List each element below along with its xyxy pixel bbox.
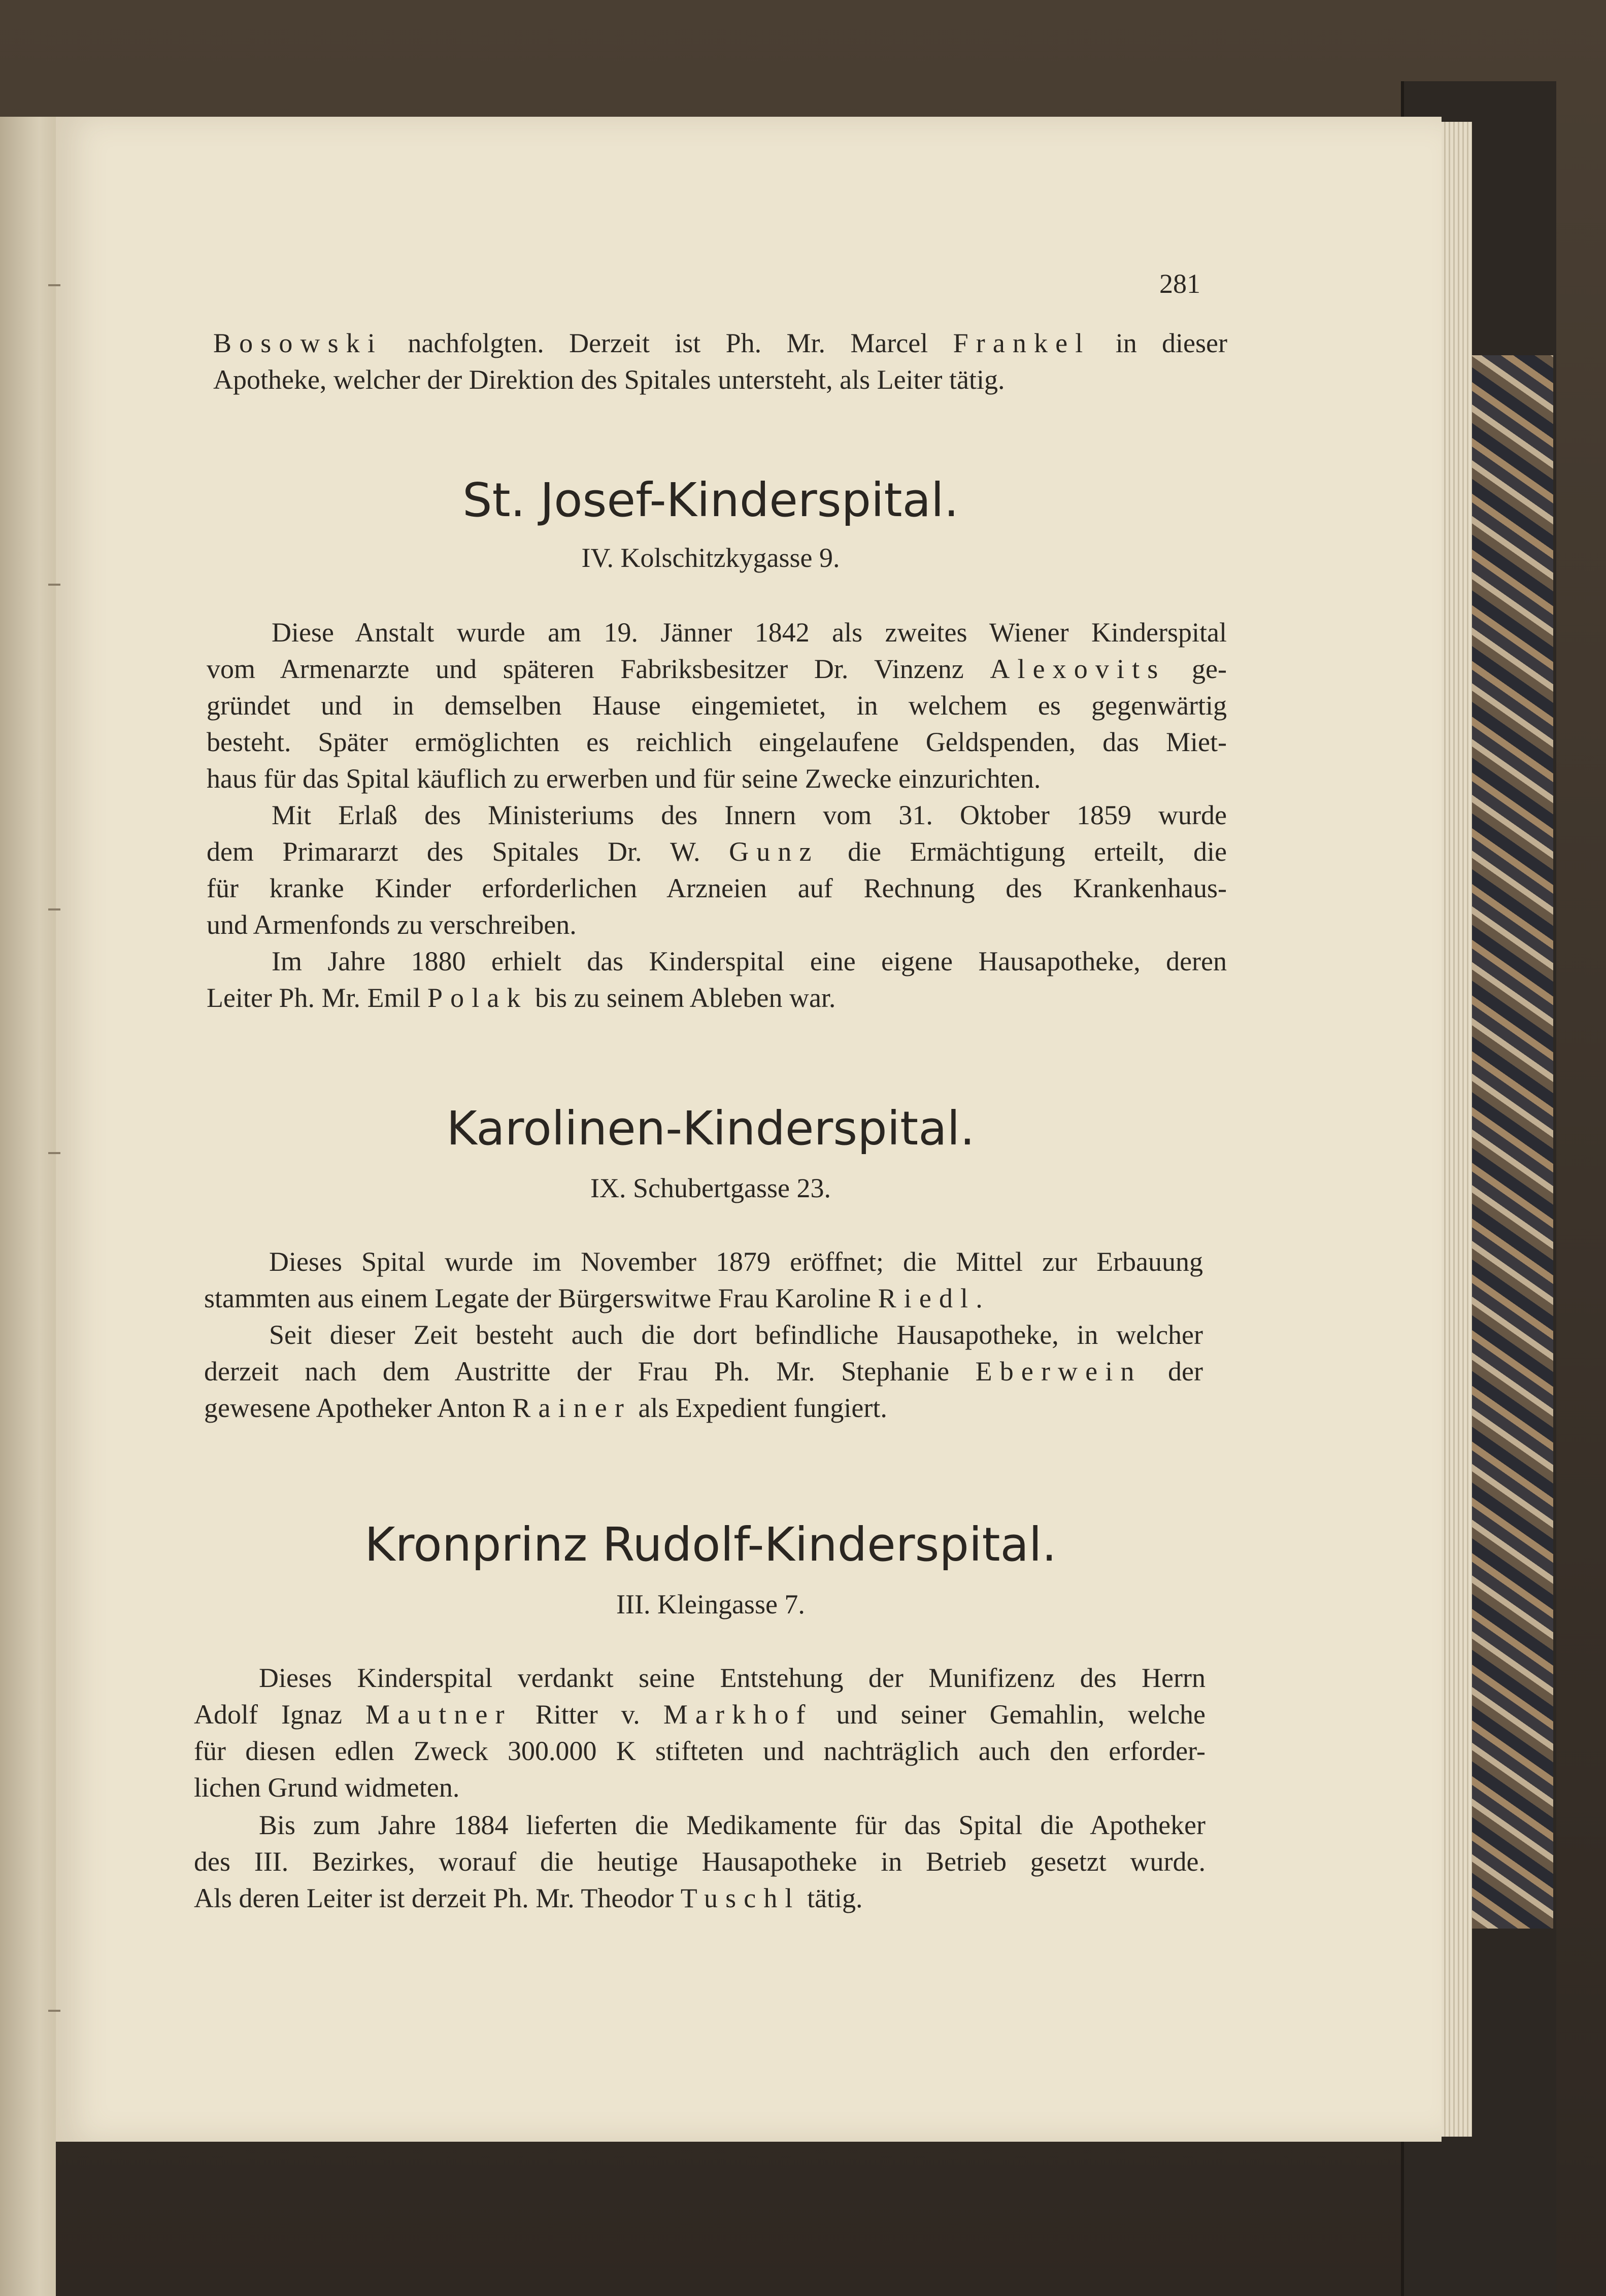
paragraph <box>194 1807 1206 1916</box>
text-segment: Dieses Kinderspital verdankt seine Entstehung der Munifizenz des Herrn <box>259 1663 1206 1693</box>
binding-stitch <box>48 1152 60 1154</box>
text-segment: dem Primararzt des Spitales Dr. W. <box>207 836 729 867</box>
text-line <box>204 1353 1203 1390</box>
text-segment: tätig. <box>800 1883 863 1913</box>
text-line <box>207 687 1227 724</box>
text-segment: Adolf Ignaz <box>194 1699 365 1730</box>
text-segment: des III. Bezirkes, worauf die heutige Hausapotheke in Betrieb gesetzt wurde. <box>194 1846 1206 1877</box>
paragraph <box>204 1316 1203 1426</box>
text-line <box>213 325 1227 361</box>
text-segment: Ritter v. <box>512 1699 663 1730</box>
text-line <box>207 760 1227 797</box>
text-segment: lichen Grund widmeten. <box>194 1772 460 1803</box>
paragraph <box>207 614 1227 797</box>
page-stack-edge <box>1436 122 1472 2137</box>
text-segment: vom Armenarzte und späteren Fabriksbesitzer Dr. Vinzenz <box>207 654 990 684</box>
section-address: IV. Kolschitzkygasse 9. <box>581 543 840 573</box>
paragraph <box>207 797 1227 943</box>
text-segment: gründet und in demselben Hause eingemietet, in welchem es gegenwärtig <box>207 690 1227 721</box>
binding-stitch <box>48 284 60 286</box>
text-segment: Als deren Leiter ist derzeit Ph. Mr. Theodor <box>194 1883 681 1913</box>
text-line <box>194 1696 1206 1733</box>
spaced-name: Polak <box>427 983 528 1013</box>
spaced-name: Alexovits <box>990 654 1166 684</box>
text-segment: für kranke Kinder erforderlichen Arzneien auf Rechnung des Krankenhaus- <box>207 873 1227 903</box>
text-segment: derzeit nach dem Austritte der Frau Ph. Mr. Stephanie <box>204 1356 976 1387</box>
section-heading: St. Josef-Kinderspital. <box>462 473 959 527</box>
section-heading: Karolinen-Kinderspital. <box>446 1101 975 1156</box>
text-line <box>204 1280 1203 1316</box>
text-line <box>207 651 1227 687</box>
text-line <box>194 1843 1206 1880</box>
text-line <box>269 1316 1203 1353</box>
text-line <box>269 1243 1203 1280</box>
marbled-endpaper <box>1472 355 1553 1929</box>
text-line <box>259 1807 1206 1843</box>
paragraph <box>204 1243 1203 1316</box>
text-segment: Mit Erlaß des Ministeriums des Innern vom 31. Oktober 1859 wurde <box>272 800 1227 830</box>
paragraph <box>207 943 1227 1016</box>
text-segment: Seit dieser Zeit besteht auch die dort befindliche Hausapotheke, in welcher <box>269 1320 1203 1350</box>
text-line <box>194 1769 1206 1806</box>
text-segment: stammten aus einem Legate der Bürgerswitwe Frau Karoline <box>204 1283 878 1313</box>
text-segment: Bis zum Jahre 1884 lieferten die Medikamente für das Spital die Apotheker <box>259 1810 1206 1840</box>
text-line <box>272 797 1227 833</box>
binding-stitch <box>48 908 60 910</box>
section-address: III. Kleingasse 7. <box>616 1589 805 1619</box>
spaced-name: Markhof <box>663 1699 813 1730</box>
text-segment: der <box>1142 1356 1203 1387</box>
paragraph <box>194 1660 1206 1806</box>
section-heading: Kronprinz Rudolf-Kinderspital. <box>364 1517 1057 1572</box>
intro-paragraph <box>213 325 1227 398</box>
text-segment: gewesene Apotheker Anton <box>204 1393 513 1423</box>
binding-stitch <box>48 2010 60 2012</box>
text-segment: und seiner Gemahlin, welche <box>813 1699 1206 1730</box>
text-line <box>213 361 1227 398</box>
previous-page-edge <box>0 117 56 2296</box>
text-line <box>272 614 1227 651</box>
text-segment: bis zu seinem Ableben war. <box>528 983 836 1013</box>
text-line <box>207 906 1227 943</box>
spaced-name: Riedl <box>878 1283 976 1313</box>
section-address: IX. Schubertgasse 23. <box>590 1173 831 1203</box>
text-segment: haus für das Spital käuflich zu erwerben und für seine Zwecke einzurichten. <box>207 763 1041 794</box>
spaced-name: Gunz <box>729 836 819 867</box>
text-segment: Apotheke, welcher der Direktion des Spitales untersteht, als Leiter tätig. <box>213 364 1005 395</box>
text-segment: und Armenfonds zu verschreiben. <box>207 909 577 940</box>
spaced-name: Mautner <box>365 1699 512 1730</box>
text-line <box>194 1880 1206 1916</box>
text-segment: die Ermächtigung erteilt, die <box>819 836 1227 867</box>
text-line <box>207 724 1227 760</box>
text-line <box>272 943 1227 980</box>
spaced-name: Eberwein <box>975 1356 1142 1387</box>
text-segment: Leiter Ph. Mr. Emil <box>207 983 427 1013</box>
spaced-name: Rainer <box>512 1393 632 1423</box>
text-segment: nachfolgten. Derzeit ist Ph. Mr. Marcel <box>383 328 953 358</box>
text-segment: Im Jahre 1880 erhielt das Kinderspital eine eigene Hausapotheke, deren <box>272 946 1227 976</box>
binding-stitch <box>48 584 60 586</box>
spaced-name: Frankel <box>953 328 1091 358</box>
text-segment: für diesen edlen Zweck 300.000 K stifteten und nachträglich auch den erforder- <box>194 1736 1206 1766</box>
text-segment: ge- <box>1165 654 1227 684</box>
text-line <box>207 980 1227 1016</box>
text-line <box>259 1660 1206 1696</box>
text-line <box>207 870 1227 906</box>
page-number: 281 <box>1159 268 1200 299</box>
text-line <box>204 1390 1203 1426</box>
text-line <box>194 1733 1206 1769</box>
text-segment: in dieser <box>1090 328 1227 358</box>
text-segment: Diese Anstalt wurde am 19. Jänner 1842 als zweites Wiener Kinderspital <box>272 617 1227 648</box>
text-segment: besteht. Später ermöglichten es reichlich eingelaufene Geldspenden, das Miet- <box>207 727 1227 757</box>
text-segment: . <box>976 1283 983 1313</box>
text-segment: als Expedient fungiert. <box>631 1393 887 1423</box>
spaced-name: Bosowski <box>213 328 383 358</box>
text-line <box>207 833 1227 870</box>
spaced-name: Tuschl <box>680 1883 800 1913</box>
text-segment: Dieses Spital wurde im November 1879 eröffnet; die Mittel zur Erbauung <box>269 1246 1203 1277</box>
